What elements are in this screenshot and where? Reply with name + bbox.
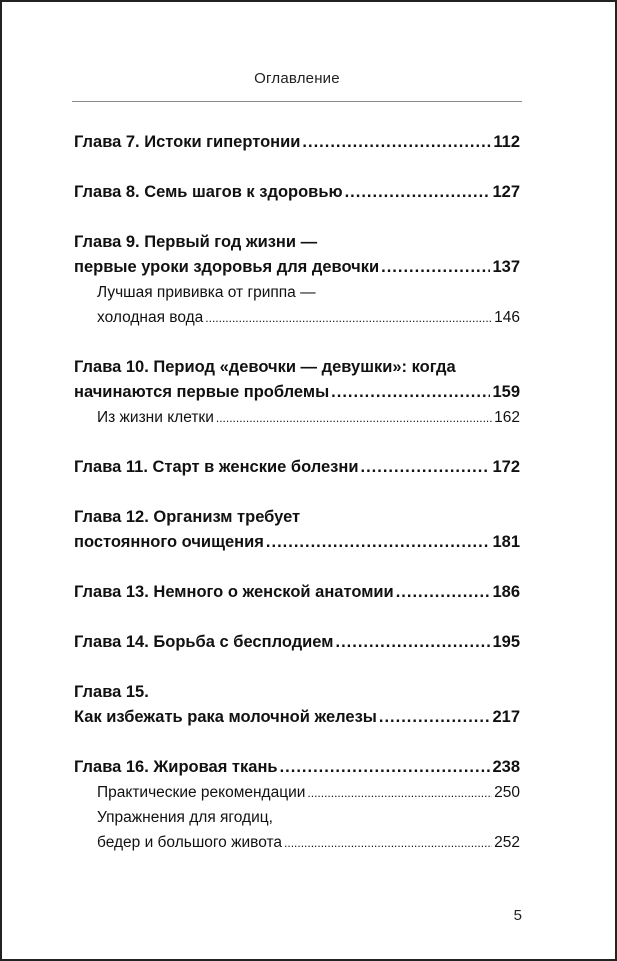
leader-dots	[266, 530, 491, 555]
toc-subentry-exercises	[74, 805, 520, 855]
leader-dots	[302, 130, 491, 155]
toc-entry-chapter-11	[74, 455, 520, 480]
toc-entry-title-line2: Как избежать рака молочной железы	[74, 708, 377, 726]
toc-entry-page: 186	[492, 583, 520, 601]
toc-entry-title-line2: начинаются первые проблемы	[74, 383, 330, 401]
toc-entry-title-line1: Глава 9. Первый год жизни —	[74, 233, 318, 251]
toc-entry-page: 127	[492, 183, 520, 201]
toc-entry-page: 238	[492, 758, 520, 776]
toc-entry-page: 146	[494, 309, 520, 326]
toc-entry-page: 162	[494, 409, 520, 426]
toc-entry-title: Глава 14. Борьба с бесплодием	[74, 633, 334, 651]
toc-entry-title-line1: Лучшая прививка от гриппа —	[97, 284, 316, 301]
toc-entry-title: Глава 11. Старт в женские болезни	[74, 458, 359, 476]
toc-entry-title: Глава 8. Семь шагов к здоровью	[74, 183, 343, 201]
leader-dots	[284, 830, 492, 856]
toc-entry-title: Практические рекомендации	[97, 784, 306, 801]
toc-entry-page: 195	[492, 633, 520, 651]
leader-dots	[335, 630, 490, 655]
toc-entry-page: 172	[492, 458, 520, 476]
leader-dots	[280, 755, 491, 780]
toc-entry-chapter-10	[74, 355, 520, 405]
toc-entry-page: 217	[492, 708, 520, 726]
page-number: 5	[513, 907, 522, 924]
toc-entry-page: 252	[494, 834, 520, 851]
toc-entry-title: Из жизни клетки	[97, 409, 214, 426]
toc-entry-page: 112	[493, 133, 520, 151]
toc-entry-title: Глава 7. Истоки гипертонии	[74, 133, 301, 151]
toc-entry-chapter-8	[74, 180, 520, 205]
running-head: Оглавление	[254, 70, 340, 87]
leader-dots	[361, 455, 491, 480]
leader-dots	[396, 580, 491, 605]
toc-entry-chapter-9	[74, 230, 520, 280]
toc-entry-title-line1: Глава 12. Организм требует	[74, 508, 301, 526]
toc-subentry-practical-tips	[74, 780, 520, 805]
toc-entry-page: 159	[492, 383, 520, 401]
toc-entry-title-line1: Глава 15.	[74, 683, 149, 701]
toc-entry-page: 137	[492, 258, 520, 276]
toc-entry-title: Глава 16. Жировая ткань	[74, 758, 278, 776]
toc-entry-page: 250	[494, 784, 520, 801]
toc-entry-chapter-7	[74, 130, 520, 155]
toc-entry-title-line1: Глава 10. Период «девочки — девушки»: когда	[74, 358, 456, 376]
toc-entry-chapter-12	[74, 505, 520, 555]
leader-dots	[379, 705, 491, 730]
toc-entry-title-line1: Упражнения для ягодиц,	[97, 809, 273, 826]
table-of-contents	[74, 130, 520, 855]
leader-dots	[331, 380, 490, 405]
leader-dots	[216, 405, 492, 431]
leader-dots	[307, 780, 492, 806]
toc-subentry-flu-vaccine	[74, 280, 520, 330]
toc-entry-title: Глава 13. Немного о женской анатомии	[74, 583, 394, 601]
leader-dots	[381, 255, 490, 280]
toc-entry-page: 181	[492, 533, 520, 551]
leader-dots	[345, 180, 491, 205]
toc-entry-chapter-14	[74, 630, 520, 655]
toc-entry-chapter-16	[74, 755, 520, 780]
toc-entry-chapter-13	[74, 580, 520, 605]
header-rule	[72, 101, 522, 102]
toc-subentry-cell-life	[74, 405, 520, 430]
toc-entry-title-line2: постоянного очищения	[74, 533, 264, 551]
toc-entry-title-line2: бедер и большого живота	[97, 834, 283, 851]
toc-entry-title-line2: холодная вода	[97, 309, 204, 326]
toc-entry-chapter-15	[74, 680, 520, 730]
toc-entry-title-line2: первые уроки здоровья для девочки	[74, 258, 380, 276]
leader-dots	[205, 305, 492, 331]
